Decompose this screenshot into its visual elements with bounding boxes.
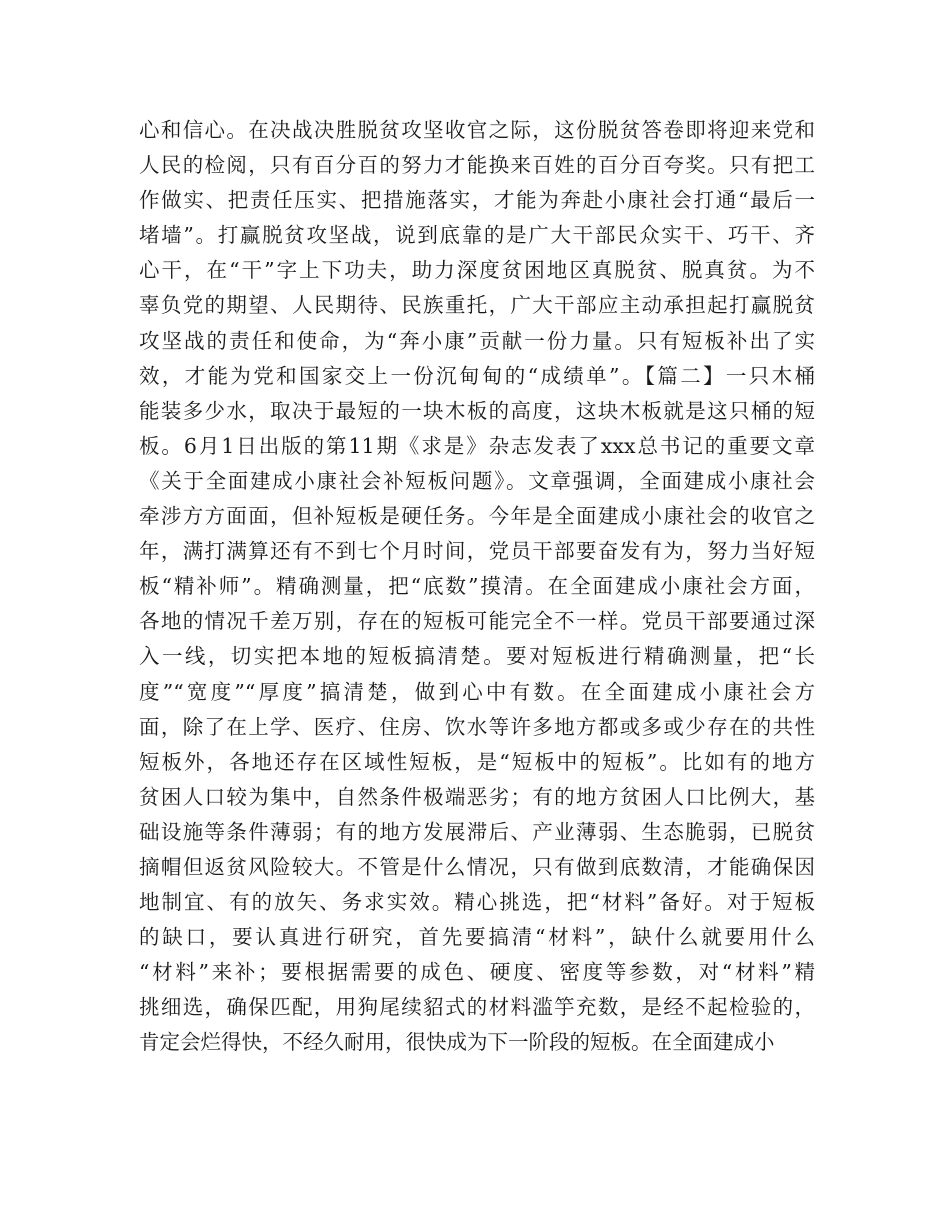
text-line: 板。6月1日出版的第11期《求是》杂志发表了xxx总书记的重要文章 bbox=[139, 433, 815, 458]
text-line: 辜负党的期望、人民期待、民族重托，广大干部应主动承担起打赢脱贫 bbox=[139, 293, 815, 318]
text-line: 心干，在“干”字上下功夫，助力深度贫困地区真脱贫、脱真贫。为不 bbox=[139, 258, 815, 283]
text-line: 地制宜、有的放矢、务求实效。精心挑选，把“材料”备好。对于短板 bbox=[139, 890, 815, 915]
text-line: 攻坚战的责任和使命，为“奔小康”贡献一份力量。只有短板补出了实 bbox=[139, 328, 815, 353]
text-line: 堵墙”。打赢脱贫攻坚战，说到底靠的是广大干部民众实干、巧干、齐 bbox=[139, 223, 815, 248]
text-line: 肯定会烂得快，不经久耐用，很快成为下一阶段的短板。在全面建成小 bbox=[139, 1030, 775, 1055]
text-line: 心和信心。在决战决胜脱贫攻坚收官之际，这份脱贫答卷即将迎来党和 bbox=[139, 118, 815, 142]
text-line: 入一线，切实把本地的短板搞清楚。要对短板进行精确测量，把“长 bbox=[139, 644, 815, 669]
text-line: 作做实、把责任压实、把措施落实，才能为奔赴小康社会打通“最后一 bbox=[139, 188, 815, 213]
text-line: 贫困人口较为集中，自然条件极端恶劣；有的地方贫困人口比例大，基 bbox=[139, 784, 815, 809]
text-line: 短板外，各地还存在区域性短板，是“短板中的短板”。比如有的地方 bbox=[139, 749, 815, 774]
text-line: 的缺口，要认真进行研究，首先要搞清“材料”，缺什么就要用什么 bbox=[139, 925, 815, 950]
text-line: 年，满打满算还有不到七个月时间，党员干部要奋发有为，努力当好短 bbox=[139, 539, 815, 564]
text-line: 础设施等条件薄弱；有的地方发展滞后、产业薄弱、生态脆弱，已脱贫 bbox=[139, 819, 815, 844]
text-line: 各地的情况千差万别，存在的短板可能完全不一样。党员干部要通过深 bbox=[139, 609, 815, 634]
text-line: 板“精补师”。精确测量，把“底数”摸清。在全面建成小康社会方面， bbox=[139, 574, 815, 599]
text-line: 效，才能为党和国家交上一份沉甸甸的“成绩单”。【篇二】一只木桶 bbox=[139, 363, 815, 388]
text-line: 牵涉方方面面，但补短板是硬任务。今年是全面建成小康社会的收官之 bbox=[139, 504, 815, 529]
text-line: “材料”来补；要根据需要的成色、硬度、密度等参数，对“材料”精 bbox=[139, 960, 815, 985]
text-line: 人民的检阅，只有百分百的努力才能换来百姓的百分百夸奖。只有把工 bbox=[139, 153, 815, 178]
text-line: 能装多少水，取决于最短的一块木板的高度，这块木板就是这只桶的短 bbox=[139, 398, 815, 423]
text-line: 度”“宽度”“厚度”搞清楚，做到心中有数。在全面建成小康社会方 bbox=[139, 679, 815, 704]
document-body bbox=[139, 113, 815, 1061]
text-line: 《关于全面建成小康社会补短板问题》。文章强调，全面建成小康社会 bbox=[139, 468, 815, 493]
text-line: 挑细选，确保匹配，用狗尾续貂式的材料滥竽充数，是经不起检验的， bbox=[139, 995, 815, 1020]
text-line: 面，除了在上学、医疗、住房、饮水等许多地方都或多或少存在的共性 bbox=[139, 714, 815, 739]
text-line: 摘帽但返贫风险较大。不管是什么情况，只有做到底数清，才能确保因 bbox=[139, 854, 815, 879]
